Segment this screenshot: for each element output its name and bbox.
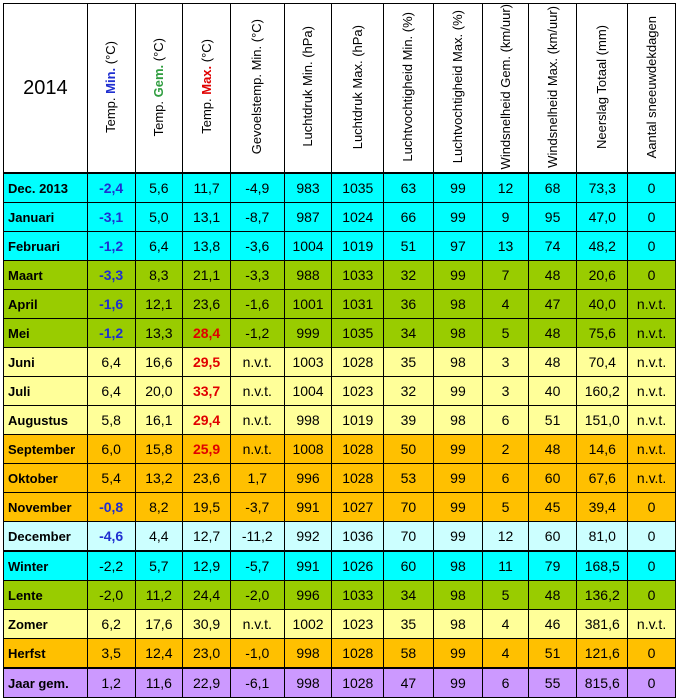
table-row <box>4 493 676 522</box>
row-label: Juni <box>4 348 88 377</box>
table-cell: 1033 <box>332 581 384 610</box>
table-cell: 48 <box>528 319 577 348</box>
table-cell: 3 <box>483 348 529 377</box>
table-cell: 25,9 <box>183 435 231 464</box>
table-cell: 47 <box>384 668 434 698</box>
table-cell: 47,0 <box>577 203 628 232</box>
table-cell: 81,0 <box>577 522 628 552</box>
column-header <box>87 4 135 174</box>
table-cell: 28,4 <box>183 319 231 348</box>
table-cell: 99 <box>433 173 483 203</box>
table-cell: 45 <box>528 493 577 522</box>
row-label: Mei <box>4 319 88 348</box>
table-cell: 40,0 <box>577 290 628 319</box>
table-cell: 19,5 <box>183 493 231 522</box>
table-cell: 5,7 <box>135 551 183 581</box>
table-cell: 996 <box>284 464 332 493</box>
table-cell: 151,0 <box>577 406 628 435</box>
table-cell: -4,9 <box>230 173 284 203</box>
table-cell: n.v.t. <box>230 377 284 406</box>
column-header <box>628 4 676 174</box>
table-cell: n.v.t. <box>628 377 676 406</box>
table-cell: 0 <box>628 261 676 290</box>
header-text: Windsnelheid Gem. (km/uur) <box>497 4 513 170</box>
table-cell: 53 <box>384 464 434 493</box>
table-cell: 98 <box>433 581 483 610</box>
table-cell: 0 <box>628 203 676 232</box>
table-cell: 1008 <box>284 435 332 464</box>
table-cell: 48 <box>528 261 577 290</box>
row-label: Herfst <box>4 639 88 669</box>
column-header <box>135 4 183 174</box>
table-row <box>4 581 676 610</box>
weather-summary-table <box>3 3 676 698</box>
table-cell: 50 <box>384 435 434 464</box>
table-cell: 99 <box>433 668 483 698</box>
table-cell: 160,2 <box>577 377 628 406</box>
header-text: Luchtdruk Min. (hPa) <box>300 26 316 148</box>
table-cell: n.v.t. <box>628 290 676 319</box>
table-row <box>4 610 676 639</box>
table-cell: 29,4 <box>183 406 231 435</box>
table-cell: 98 <box>433 348 483 377</box>
table-cell: 0 <box>628 232 676 261</box>
table-cell: 8,2 <box>135 493 183 522</box>
table-cell: 1036 <box>332 522 384 552</box>
table-row <box>4 522 676 552</box>
table-cell: 17,6 <box>135 610 183 639</box>
column-header <box>332 4 384 174</box>
table-cell: 1035 <box>332 173 384 203</box>
table-cell: 3,5 <box>87 639 135 669</box>
table-cell: -3,3 <box>87 261 135 290</box>
column-header <box>284 4 332 174</box>
header-text: Luchtdruk Max. (hPa) <box>349 24 365 149</box>
table-cell: 58 <box>384 639 434 669</box>
table-cell: n.v.t. <box>230 348 284 377</box>
table-cell: 30,9 <box>183 610 231 639</box>
table-cell: 1002 <box>284 610 332 639</box>
row-label: Winter <box>4 551 88 581</box>
table-cell: -1,2 <box>230 319 284 348</box>
column-header-label <box>199 39 215 134</box>
header-text: Windsnelheid Max. (km/uur) <box>544 5 560 168</box>
table-cell: -2,0 <box>87 581 135 610</box>
table-cell: 991 <box>284 551 332 581</box>
table-cell: 992 <box>284 522 332 552</box>
column-header-label <box>498 4 514 169</box>
column-header <box>483 4 529 174</box>
table-cell: 36 <box>384 290 434 319</box>
table-cell: 168,5 <box>577 551 628 581</box>
row-label: April <box>4 290 88 319</box>
header-unit-text: (°C) <box>103 40 119 68</box>
table-cell: 121,6 <box>577 639 628 669</box>
header-text: Neerslag Totaal (mm) <box>594 24 610 149</box>
table-cell: 381,6 <box>577 610 628 639</box>
table-cell: 1031 <box>332 290 384 319</box>
column-header <box>577 4 628 174</box>
table-cell: 39,4 <box>577 493 628 522</box>
header-text: Temp. <box>198 95 214 135</box>
table-cell: 4 <box>483 290 529 319</box>
table-cell: 1004 <box>284 232 332 261</box>
table-cell: 13,2 <box>135 464 183 493</box>
table-cell: 5,6 <box>135 173 183 203</box>
table-cell: 98 <box>433 290 483 319</box>
table-row <box>4 261 676 290</box>
column-header-label <box>103 41 119 133</box>
table-cell: n.v.t. <box>628 406 676 435</box>
table-cell: 48,2 <box>577 232 628 261</box>
row-label: Jaar gem. <box>4 668 88 698</box>
table-cell: 95 <box>528 203 577 232</box>
table-cell: 15,8 <box>135 435 183 464</box>
table-cell: 1019 <box>332 232 384 261</box>
table-cell: 9 <box>483 203 529 232</box>
table-cell: 20,6 <box>577 261 628 290</box>
table-cell: 13 <box>483 232 529 261</box>
table-cell: 70 <box>384 522 434 552</box>
table-cell: 1024 <box>332 203 384 232</box>
row-label: November <box>4 493 88 522</box>
table-cell: 99 <box>433 203 483 232</box>
header-text: Luchtvochtigheid Max. (%) <box>449 10 465 164</box>
table-cell: n.v.t. <box>230 406 284 435</box>
table-cell: 2 <box>483 435 529 464</box>
table-cell: 11,7 <box>183 173 231 203</box>
column-header-label <box>644 16 660 158</box>
table-cell: 998 <box>284 639 332 669</box>
table-cell: -3,7 <box>230 493 284 522</box>
table-cell: 4 <box>483 610 529 639</box>
table-row <box>4 232 676 261</box>
table-cell: 39 <box>384 406 434 435</box>
table-cell: 99 <box>433 639 483 669</box>
header-text: Gevoelstemp. Min. (°C) <box>249 19 265 155</box>
table-cell: 1,2 <box>87 668 135 698</box>
table-cell: 22,9 <box>183 668 231 698</box>
table-cell: 63 <box>384 173 434 203</box>
table-cell: 5,4 <box>87 464 135 493</box>
table-cell: 29,5 <box>183 348 231 377</box>
table-cell: 55 <box>528 668 577 698</box>
table-cell: 136,2 <box>577 581 628 610</box>
table-row <box>4 551 676 581</box>
header-unit-text: (°C) <box>198 39 214 67</box>
table-cell: 1028 <box>332 639 384 669</box>
table-cell: 6,4 <box>87 348 135 377</box>
row-label: Oktober <box>4 464 88 493</box>
table-row <box>4 435 676 464</box>
row-label: Juli <box>4 377 88 406</box>
table-cell: 23,0 <box>183 639 231 669</box>
table-cell: 97 <box>433 232 483 261</box>
table-cell: 73,3 <box>577 173 628 203</box>
table-cell: -2,0 <box>230 581 284 610</box>
table-cell: n.v.t. <box>628 464 676 493</box>
table-cell: 1033 <box>332 261 384 290</box>
table-cell: 12,7 <box>183 522 231 552</box>
table-row <box>4 173 676 203</box>
table-cell: 48 <box>528 581 577 610</box>
table-cell: n.v.t. <box>230 435 284 464</box>
table-cell: 987 <box>284 203 332 232</box>
row-label: Dec. 2013 <box>4 173 88 203</box>
table-cell: 5 <box>483 319 529 348</box>
table-cell: -3,6 <box>230 232 284 261</box>
table-cell: 16,1 <box>135 406 183 435</box>
table-cell: 48 <box>528 348 577 377</box>
table-cell: n.v.t. <box>628 319 676 348</box>
table-cell: 60 <box>528 522 577 552</box>
header-text: Temp. <box>103 93 119 133</box>
table-cell: 21,1 <box>183 261 231 290</box>
table-cell: 51 <box>528 406 577 435</box>
table-cell: 983 <box>284 173 332 203</box>
table-cell: 1001 <box>284 290 332 319</box>
table-cell: 98 <box>433 610 483 639</box>
table-cell: 75,6 <box>577 319 628 348</box>
table-row <box>4 464 676 493</box>
table-cell: 1019 <box>332 406 384 435</box>
table-cell: 1028 <box>332 668 384 698</box>
table-cell: 99 <box>433 435 483 464</box>
table-cell: -3,3 <box>230 261 284 290</box>
header-row <box>4 4 676 174</box>
table-cell: 12,1 <box>135 290 183 319</box>
table-row <box>4 203 676 232</box>
table-cell: -5,7 <box>230 551 284 581</box>
table-cell: 40 <box>528 377 577 406</box>
table-cell: 5 <box>483 493 529 522</box>
table-cell: 98 <box>433 319 483 348</box>
table-cell: 35 <box>384 348 434 377</box>
table-row <box>4 290 676 319</box>
table-cell: 23,6 <box>183 464 231 493</box>
table-cell: 0 <box>628 173 676 203</box>
table-cell: -0,8 <box>87 493 135 522</box>
table-cell: 48 <box>528 435 577 464</box>
table-cell: 60 <box>384 551 434 581</box>
table-cell: 6,0 <box>87 435 135 464</box>
table-cell: 998 <box>284 406 332 435</box>
table-cell: 14,6 <box>577 435 628 464</box>
table-cell: 67,6 <box>577 464 628 493</box>
table-cell: n.v.t. <box>628 435 676 464</box>
table-cell: 1027 <box>332 493 384 522</box>
table-cell: 815,6 <box>577 668 628 698</box>
table-cell: 8,3 <box>135 261 183 290</box>
row-label: Lente <box>4 581 88 610</box>
table-cell: 34 <box>384 319 434 348</box>
table-cell: 0 <box>628 551 676 581</box>
column-header-label <box>300 26 316 147</box>
table-cell: 13,1 <box>183 203 231 232</box>
table-cell: 12,9 <box>183 551 231 581</box>
table-cell: 13,3 <box>135 319 183 348</box>
table-cell: -1,2 <box>87 319 135 348</box>
table-cell: n.v.t. <box>628 610 676 639</box>
table-cell: 1028 <box>332 348 384 377</box>
column-header <box>230 4 284 174</box>
row-label: Zomer <box>4 610 88 639</box>
year-header: 2014 <box>4 4 88 174</box>
table-cell: 1023 <box>332 377 384 406</box>
table-cell: 1028 <box>332 464 384 493</box>
table-cell: 99 <box>433 493 483 522</box>
table-cell: 99 <box>433 261 483 290</box>
table-cell: 1,7 <box>230 464 284 493</box>
column-header-label <box>350 25 366 149</box>
header-unit-text: (°C) <box>150 37 166 65</box>
table-row <box>4 639 676 669</box>
table-cell: 1004 <box>284 377 332 406</box>
table-cell: 3 <box>483 377 529 406</box>
column-header <box>528 4 577 174</box>
header-text: Luchtvochtigheid Min. (%) <box>400 11 416 162</box>
table-cell: 11,6 <box>135 668 183 698</box>
table-cell: 1026 <box>332 551 384 581</box>
table-cell: n.v.t. <box>628 348 676 377</box>
table-cell: 33,7 <box>183 377 231 406</box>
table-cell: 988 <box>284 261 332 290</box>
table-cell: 12 <box>483 173 529 203</box>
table-cell: -2,2 <box>87 551 135 581</box>
row-label: Augustus <box>4 406 88 435</box>
table-cell: 51 <box>384 232 434 261</box>
table-body <box>4 173 676 698</box>
table-cell: 74 <box>528 232 577 261</box>
table-cell: 996 <box>284 581 332 610</box>
table-cell: 51 <box>528 639 577 669</box>
table-cell: 70,4 <box>577 348 628 377</box>
table-row <box>4 377 676 406</box>
table-cell: 70 <box>384 493 434 522</box>
column-header-label <box>594 25 610 149</box>
column-header-label <box>545 6 561 168</box>
table-cell: 99 <box>433 464 483 493</box>
table-row <box>4 348 676 377</box>
row-label: Maart <box>4 261 88 290</box>
table-cell: 35 <box>384 610 434 639</box>
table-cell: 12,4 <box>135 639 183 669</box>
table-cell: 1035 <box>332 319 384 348</box>
row-label: Februari <box>4 232 88 261</box>
table-cell: -1,6 <box>230 290 284 319</box>
table-cell: 998 <box>284 668 332 698</box>
table-row <box>4 668 676 698</box>
header-text: Temp. <box>150 96 166 136</box>
table-cell: 13,8 <box>183 232 231 261</box>
header-key-text: Gem. <box>150 64 166 97</box>
column-header-label <box>400 12 416 162</box>
table-cell: 6,4 <box>87 377 135 406</box>
table-cell: 5 <box>483 581 529 610</box>
header-key-text: Max. <box>198 66 214 96</box>
table-cell: 991 <box>284 493 332 522</box>
table-cell: 0 <box>628 668 676 698</box>
table-cell: 46 <box>528 610 577 639</box>
table-cell: 6,4 <box>135 232 183 261</box>
column-header <box>433 4 483 174</box>
table-cell: -1,0 <box>230 639 284 669</box>
table-cell: -1,2 <box>87 232 135 261</box>
column-header-label <box>249 19 265 154</box>
table-row <box>4 319 676 348</box>
table-cell: 23,6 <box>183 290 231 319</box>
table-cell: 4 <box>483 639 529 669</box>
table-cell: 79 <box>528 551 577 581</box>
table-cell: 4,4 <box>135 522 183 552</box>
table-cell: 0 <box>628 522 676 552</box>
table-cell: 12 <box>483 522 529 552</box>
table-cell: 0 <box>628 493 676 522</box>
table-cell: 32 <box>384 377 434 406</box>
table-cell: 0 <box>628 639 676 669</box>
row-label: December <box>4 522 88 552</box>
table-cell: n.v.t. <box>230 610 284 639</box>
table-cell: -6,1 <box>230 668 284 698</box>
table-cell: 99 <box>433 522 483 552</box>
column-header-label <box>450 10 466 163</box>
table-cell: 999 <box>284 319 332 348</box>
column-header-label <box>151 38 167 136</box>
table-cell: 66 <box>384 203 434 232</box>
table-cell: 1023 <box>332 610 384 639</box>
table-cell: 98 <box>433 551 483 581</box>
column-header <box>183 4 231 174</box>
table-cell: 11,2 <box>135 581 183 610</box>
table-cell: -2,4 <box>87 173 135 203</box>
table-cell: 99 <box>433 377 483 406</box>
table-cell: 34 <box>384 581 434 610</box>
table-cell: 6 <box>483 668 529 698</box>
table-cell: 60 <box>528 464 577 493</box>
table-cell: -4,6 <box>87 522 135 552</box>
column-header <box>384 4 434 174</box>
header-text: Aantal sneeuwdekdagen <box>643 15 659 158</box>
table-cell: 6,2 <box>87 610 135 639</box>
table-cell: 98 <box>433 406 483 435</box>
table-cell: 0 <box>628 581 676 610</box>
table-cell: 68 <box>528 173 577 203</box>
table-cell: 6 <box>483 406 529 435</box>
table-cell: 1003 <box>284 348 332 377</box>
table-cell: 1028 <box>332 435 384 464</box>
header-key-text: Min. <box>103 67 119 94</box>
table-cell: -1,6 <box>87 290 135 319</box>
table-cell: 7 <box>483 261 529 290</box>
table-cell: 47 <box>528 290 577 319</box>
table-row <box>4 406 676 435</box>
table-cell: 20,0 <box>135 377 183 406</box>
row-label: Januari <box>4 203 88 232</box>
table-cell: -11,2 <box>230 522 284 552</box>
table-cell: 16,6 <box>135 348 183 377</box>
table-cell: 5,0 <box>135 203 183 232</box>
table-cell: 11 <box>483 551 529 581</box>
table-cell: -8,7 <box>230 203 284 232</box>
row-label: September <box>4 435 88 464</box>
table-cell: 32 <box>384 261 434 290</box>
table-cell: 24,4 <box>183 581 231 610</box>
table-cell: 5,8 <box>87 406 135 435</box>
table-cell: -3,1 <box>87 203 135 232</box>
table-cell: 6 <box>483 464 529 493</box>
